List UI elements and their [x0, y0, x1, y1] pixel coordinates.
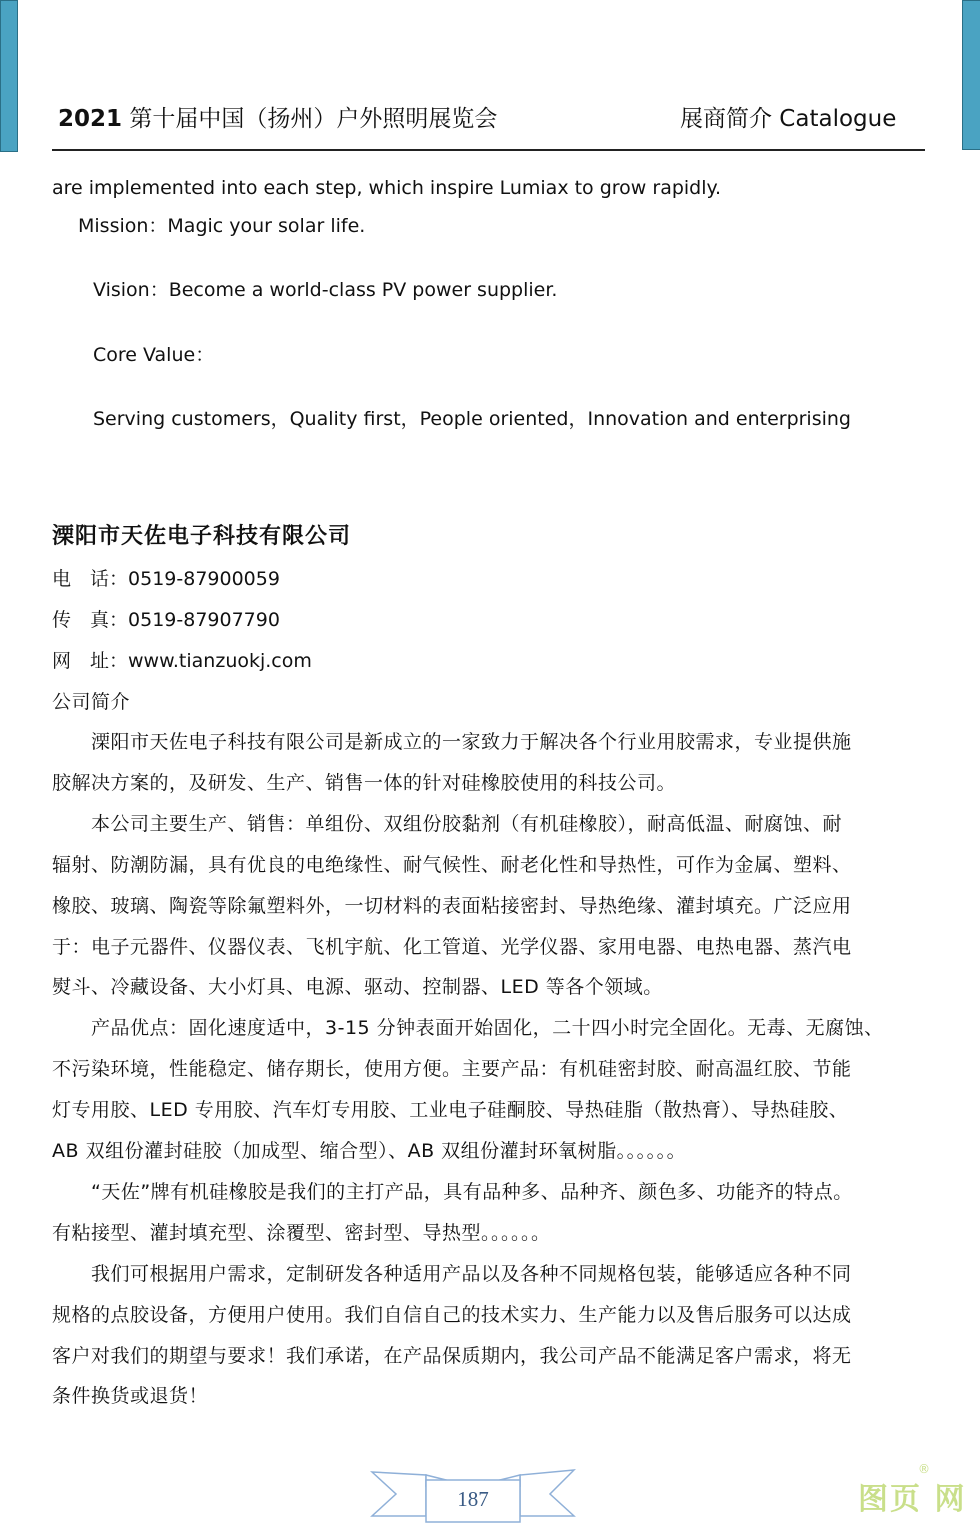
registered-mark-icon: ®	[918, 1462, 930, 1476]
mission-line: Mission：Magic your solar life.	[78, 215, 366, 237]
website-link[interactable]: www.tianzuokj.com	[128, 650, 312, 672]
core-value-line: Serving customers，Quality first，People oriented，Innovation and enterprising	[93, 408, 851, 430]
description-line: 橡胶、玻璃、陶瓷等除氟塑料外，一切材料的表面粘接密封、导热绝缘、灌封填充。广泛应用	[52, 894, 852, 917]
description-line: 溧阳市天佐电子科技有限公司是新成立的一家致力于解决各个行业用胶需求，专业提供施	[52, 731, 852, 753]
header-title	[58, 100, 497, 133]
description-line: 胶解决方案的，及研发、生产、销售一体的针对硅橡胶使用的科技公司。	[52, 771, 677, 794]
description-line: 熨斗、冷藏设备、大小灯具、电源、驱动、控制器、LED 等各个领域。	[52, 976, 663, 999]
right-edge-bar	[962, 0, 980, 150]
core-value-label: Core Value：	[93, 344, 215, 366]
watermark-logo: 图页 网	[858, 1482, 967, 1517]
description-line: 不污染环境，性能稳定、储存期长，使用方便。主要产品：有机硅密封胶、耐高温红胶、节能	[52, 1058, 852, 1081]
fax-row	[52, 608, 280, 632]
description-line: 我们可根据用户需求，定制研发各种适用产品以及各种不同规格包装，能够适应各种不同	[52, 1262, 852, 1285]
left-edge-bar	[0, 0, 18, 152]
header-section: 展商简介 Catalogue	[680, 106, 897, 132]
description-line: 规格的点胶设备，方便用户使用。我们自信自己的技术实力、生产能力以及售后服务可以达成	[52, 1303, 852, 1326]
description-line: 本公司主要生产、销售：单组份、双组份胶黏剂（有机硅橡胶），耐高低温、耐腐蚀、耐	[52, 812, 843, 835]
fax-value: 0519-87907790	[128, 609, 280, 631]
description-line: 灯专用胶、LED 专用胶、汽车灯专用胶、工业电子硅酮胶、导热硅脂（散热膏）、导热硅胶、	[52, 1099, 849, 1122]
header-exhibition: 第十届中国（扬州）户外照明展览会	[129, 106, 498, 132]
fax-label: 传 真：	[52, 609, 129, 631]
description-line: AB 双组份灌封硅胶（加成型、缩合型）、AB 双组份灌封环氧树脂。。。。。。	[52, 1140, 687, 1162]
phone-row	[52, 567, 280, 591]
website-label: 网 址：	[52, 650, 129, 672]
company-name: 溧阳市天佐电子科技有限公司	[52, 524, 352, 549]
intro-heading: 公司简介	[52, 691, 131, 713]
phone-value: 0519-87900059	[128, 568, 280, 590]
header-rule	[52, 149, 925, 151]
vision-line: Vision：Become a world-class PV power supplier.	[93, 279, 558, 301]
description-line: 有粘接型、灌封填充型、涂覆型、密封型、导热型。。。。。。	[52, 1221, 551, 1244]
description-line: 客户对我们的期望与要求！我们承诺，在产品保质期内，我公司产品不能满足客户需求，将无	[52, 1344, 852, 1367]
phone-label: 电 话：	[52, 568, 129, 590]
website-row	[52, 649, 312, 673]
header-year: 2021	[58, 106, 123, 132]
description-line: “天佐”牌有机硅橡胶是我们的主打产品，具有品种多、品种齐、颜色多、功能齐的特点。	[52, 1180, 853, 1203]
description-line: 于：电子元器件、仪器仪表、飞机宇航、化工管道、光学仪器、家用电器、电热电器、蒸汽电	[52, 935, 852, 958]
page-number: 187	[457, 1487, 489, 1511]
description-line: 条件换货或退货！	[52, 1385, 209, 1408]
description-line: 产品优点：固化速度适中，3-15 分钟表面开始固化，二十四小时完全固化。无毒、无腐蚀、	[52, 1017, 884, 1040]
text-line: are implemented into each step, which inspire Lumiax to grow rapidly.	[52, 177, 722, 199]
description-line: 辐射、防潮防漏，具有优良的电绝缘性、耐气候性、耐老化性和导热性，可作为金属、塑料、	[52, 853, 852, 876]
